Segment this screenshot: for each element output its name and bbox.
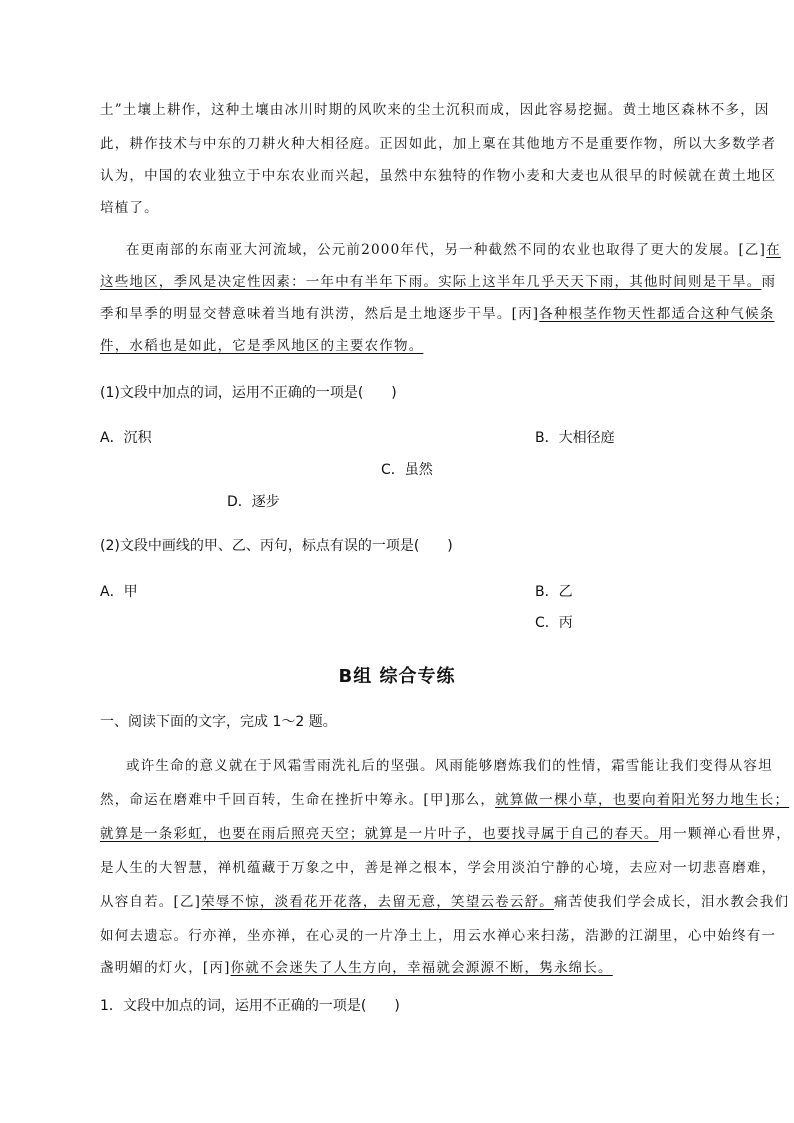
passage-line: 从容自若。[乙]荣辱不惊，淡看花开花落，去留无意，笑望云卷云舒。痛苦使我们学会成长，泪水教会我们 [100,894,790,910]
underlined-sentence: 在 [766,242,781,258]
underlined-sentence: 就算是一条彩虹，也要在雨后照亮天空；就算是一片叶子，也要找寻属于自己的春天。 [100,826,659,842]
passage-line: 是人生的大智慧，禅机蕴藏于万象之中，善是禅之根本，学会用淡泊宁静的心境，去应对一切悲喜磨难， [100,860,777,876]
question-stem: (1)文段中加点的词，运用不正确的一项是( ) [100,385,397,401]
question-stem: 1．文段中加点的词，运用不正确的一项是( ) [100,998,400,1014]
passage-line: 季和旱季的明显交替意味着当地有洪涝，然后是土地逐步干旱。[丙]各种根茎作物天性都适合这种气候条 [100,306,775,322]
underlined-sentence: 荣辱不惊，淡看花开花落，去留无意，笑望云卷云舒。 [201,894,554,910]
underlined-sentence: 你就不会迷失了人生方向，幸福就会源源不断，隽永绵长。 [230,960,613,976]
option-a[interactable]: A．沉积 [100,430,152,446]
passage-line: 或许生命的意义就在于风霜雪雨洗礼后的坚强。风雨能够磨炼我们的性情，霜雪能让我们变得从容坦 [126,758,773,774]
section-title: B组 综合专练 [338,666,456,687]
underlined-sentence: 就算做一棵小草，也要向着阳光努力地生长； [495,792,790,808]
underlined-sentence: 各种根茎作物天性都适合这种气候条 [539,306,775,322]
underlined-sentence: 件，水稻也是如此，它是季风地区的主要农作物。 [100,338,424,354]
passage-line: 此，耕作技术与中东的刀耕火种大相径庭。正因如此，加上稟在其他地方不是重要作物，所以大多数学者 [100,136,777,152]
option-b[interactable]: B．大相径庭 [535,430,615,446]
passage-line: 盏明媚的灯火，[丙]你就不会迷失了人生方向，幸福就会源源不断，隽永绵长。 [100,960,613,976]
passage-line: 认为，中国的农业独立于中东农业而兴起，虽然中东独特的作物小麦和大麦也从很早的时候就在黄土地区 [100,168,777,184]
underlined-sentence: 这些地区，季风是决定性因素：一年中有半年下雨。实际上这半年几乎天天下雨，其他时间则是干旱。 [100,274,762,290]
question-stem: (2)文段中画线的甲、乙、丙句，标点有误的一项是( ) [100,538,453,554]
option-a[interactable]: A．甲 [100,584,138,600]
passage-line: 这些地区，季风是决定性因素：一年中有半年下雨。实际上这半年几乎天天下雨，其他时间则是干旱。雨 [100,274,777,290]
passage-line: 土”土壤上耕作，这种土壤由冰川时期的风吹来的尘土沉积而成，因此容易挖掘。黄土地区森林不多，因 [100,102,770,118]
option-c[interactable]: C．虽然 [381,462,433,478]
passage-line: 如何去遗忘。行亦禅，坐亦禅，在心灵的一片净土上，用云水禅心来扫荡，浩渺的江湖里，心中始终有一 [100,928,777,944]
passage-line: 然，命运在磨难中千回百转，生命在挫折中筹永。[甲]那么，就算做一棵小草，也要向着阳光努力地生长； [100,792,790,808]
passage-line: 就算是一条彩虹，也要在雨后照亮天空；就算是一片叶子，也要找寻属于自己的春天。用一颗禅心看世界， [100,826,791,842]
passage-line: 在更南部的东南亚大河流域，公元前2000年代，另一种截然不同的农业也取得了更大的发展。[乙]在 [126,242,781,258]
option-c[interactable]: C．丙 [535,615,573,631]
option-d[interactable]: D．逐步 [227,494,280,510]
passage-line [100,336,423,356]
passage-line: 培植了。 [100,200,159,216]
section-instruction: 一、阅读下面的文字，完成 1～2 题。 [100,714,337,730]
option-b[interactable]: B．乙 [535,584,573,600]
